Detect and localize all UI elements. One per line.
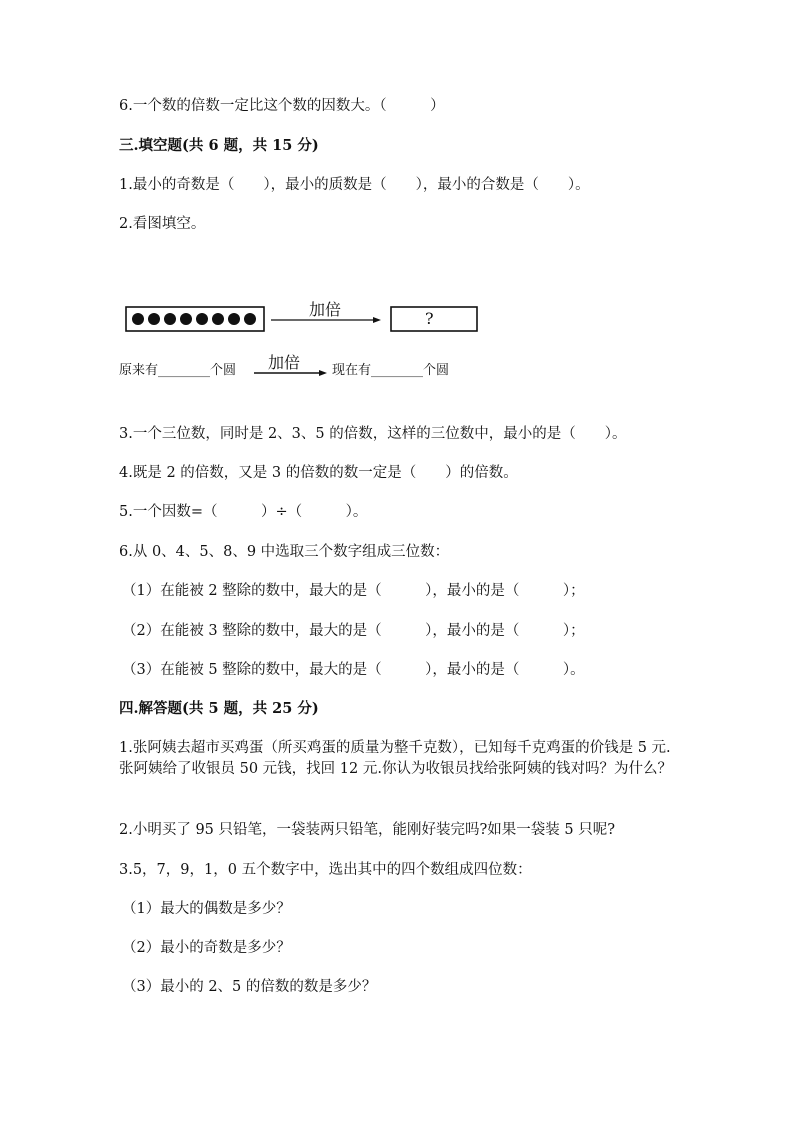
question-3-3: 3.一个三位数，同时是 2、3、5 的倍数，这样的三位数中，最小的是（ ）。 [119, 426, 627, 442]
bottom-arrow-head [319, 370, 327, 376]
question-3-1: 1.最小的奇数是（ ），最小的质数是（ ），最小的合数是（ ）。 [119, 177, 590, 193]
question-mark: ? [425, 309, 434, 328]
dot [164, 313, 176, 325]
dot [244, 313, 256, 325]
question-3-6: 6.从 0、4、5、8、9 中选取三个数字组成三位数： [119, 544, 450, 560]
question-2-6: 6.一个数的倍数一定比这个数的因数大。（ ） [119, 98, 445, 114]
dots-group [132, 313, 256, 325]
dot [228, 313, 240, 325]
question-3-2: 2.看图填空。 [119, 216, 206, 232]
dots-box [126, 307, 264, 331]
dot [132, 313, 144, 325]
question-3-6-1: （1）在能被 2 整除的数中，最大的是（ ），最小的是（ ）； [122, 583, 585, 599]
dot [180, 313, 192, 325]
dot [212, 313, 224, 325]
question-3-5: 5.一个因数=（ ）÷（ ）。 [119, 504, 368, 520]
bottom-arrow-label: 加倍 [268, 353, 301, 372]
section-4-title: 四.解答题(共 5 题，共 25 分) [119, 700, 319, 717]
question-3-6-2: （2）在能被 3 整除的数中，最大的是（ ），最小的是（ ）； [122, 623, 585, 639]
question-4-3-2: （2）最小的奇数是多少？ [122, 940, 291, 956]
now-count-text: 现在有________个圆 [332, 363, 450, 378]
dot [196, 313, 208, 325]
question-3-4: 4.既是 2 的倍数，又是 3 的倍数的数一定是（ ）的倍数。 [119, 465, 518, 481]
dot [148, 313, 160, 325]
top-arrow-label: 加倍 [309, 300, 342, 319]
result-box [391, 307, 477, 331]
question-4-2: 2.小明买了 95 只铅笔，一袋装两只铅笔，能刚好装完吗?如果一袋装 5 只呢? [119, 822, 615, 838]
question-4-3-3: （3）最小的 2、5 的倍数的数是多少？ [122, 979, 377, 995]
question-4-3: 3.5，7，9，1，0 五个数字中，选出其中的四个数组成四位数： [119, 862, 532, 878]
orig-count-text: 原来有________个圆 [119, 363, 237, 378]
top-arrow-head [373, 317, 381, 323]
question-4-3-1: （1）最大的偶数是多少？ [122, 901, 291, 917]
question-3-6-3: （3）在能被 5 整除的数中，最大的是（ ），最小的是（ ）。 [122, 662, 585, 678]
question-4-1: 1.张阿姨去超市买鸡蛋（所买鸡蛋的质量为整千克数），已知每千克鸡蛋的价钱是 5 元.张阿姨给了收银员 50 元钱，找回 12 元.你认为收银员找给张阿姨的钱对吗？为什么？ [119, 740, 672, 777]
doubling-figure [119, 290, 519, 385]
section-3-title: 三.填空题(共 6 题，共 15 分) [119, 137, 319, 154]
